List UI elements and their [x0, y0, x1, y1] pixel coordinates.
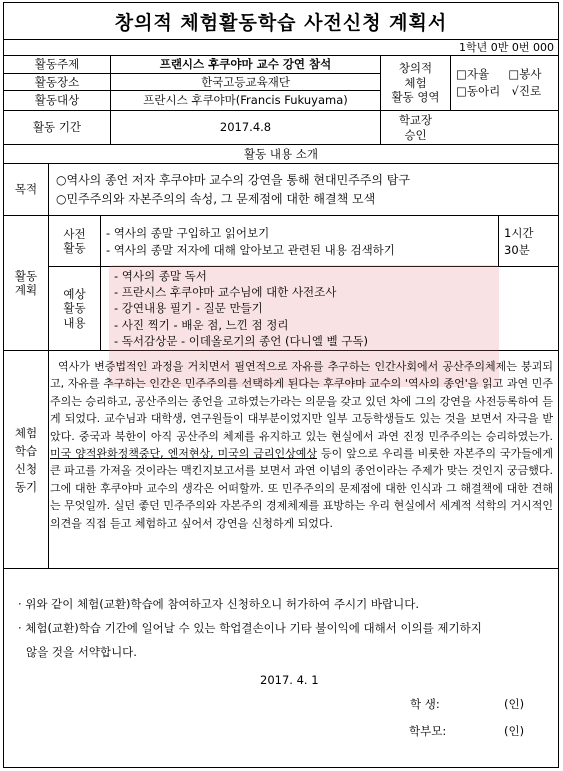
- list-item: - 독서감상문 - 이데올로기의 종언 (다니엘 벨 구독): [114, 333, 368, 348]
- activity-area-options: [456, 66, 556, 100]
- pre-activity-list: [106, 225, 395, 259]
- application-form: [3, 2, 559, 768]
- activity-area-label: 창의적 체험 활동 영역: [391, 61, 440, 105]
- divider: [450, 55, 451, 110]
- checkbox-club[interactable]: □동아리: [456, 84, 501, 98]
- list-item: - 프란시스 후쿠야마 교수님에 대한 사전조사: [114, 285, 337, 300]
- parent-sign-label: 학부모:: [409, 724, 447, 738]
- list-item: - 강연내용 필기 - 질문 만들기: [114, 301, 263, 316]
- purpose-label: 목적: [14, 182, 38, 197]
- target-label: 활동대상: [34, 93, 80, 108]
- pledge-line: 않을 것을 서약합니다.: [26, 645, 137, 659]
- period-value: 2017.4.8: [219, 120, 272, 135]
- form-title: 창의적 체험활동학습 사전신청 계획서: [4, 3, 558, 40]
- approval-label: 학교장 승인: [398, 113, 433, 142]
- divider: [100, 215, 101, 350]
- content-heading: 활동 내용 소개: [244, 146, 318, 161]
- list-item: ○민주주의와 자본주의의 속성, 그 문제점에 대한 해결책 모색: [56, 192, 376, 206]
- topic-value: 프랜시스 후쿠야마 교수 강연 참석: [159, 57, 332, 72]
- student-info: 1학년 0반 0번 000: [459, 41, 554, 54]
- list-item: - 역사의 종말 독서: [114, 269, 207, 283]
- reason-text: 역사가 변증법적인 과정을 거치면서 필연적으로 자유를 추구하는 인간사회에서 공산주의체제는 붕괴되고, 자유를 추구하는 인간은 민주주의를 선택하게 된다는 후쿠야마 교수의 '역사의 종언'을 읽고 과연 민주주의는 승리하고, 공산주의는 종언을 고하였는가라는 의문을 갖고 있던 차에 그의 강연을 사전등록하여 듣게 되었다. 교수님과 대학생, 연구원들이 대부분이었지만 일부 고등학생들도 있는 것을 보면서 자극을 받았다. 중국과 북한이 아직 공산주의 체제를 유지하고 있는 현실에서 과연 진정 민주주의는 승리하였는가. 미국 양적완화정책중단, 엔저현상, 미국의 금리인상예상 등이 앞으로 우리를 비롯한 자본주의 국가들에게 큰 파고를 가져올 것이라는 맥킨지보고서를 보면서 과연 이념의 종언이라는 주제가 맞는 것인지 궁금했다. 그에 대한 후쿠야마 교수의 생각은 어떠할까. 또 민주주의의 문제점에 대한 인식과 그 해결책에 대한 견해는 무엇일까. 실던 좋던 민주주의와 자본주의 경제체제를 표방하는 우리 현실에서 세계적 석학의 거시적인 의견을 직접 듣고 체험하고 싶어서 강연을 신청하게 되었다.: [50, 360, 553, 530]
- application-date: 2017. 4. 1: [260, 673, 319, 687]
- pledge-line: · 위와 같이 체험(교환)학습에 참여하고자 신청하오니 허가하여 주시기 바랍니다.: [18, 597, 420, 611]
- pre-activity-label: 사전 활동: [63, 226, 86, 255]
- pledge-line: · 체험(교환)학습 기간에 일어날 수 있는 학업결손이나 기타 불이익에 대해서 이의를 제기하지: [18, 621, 482, 635]
- checkbox-autonomy[interactable]: □자율: [456, 67, 490, 81]
- list-item: - 역사의 종말 구입하고 읽어보기: [106, 226, 270, 240]
- divider: [4, 163, 558, 164]
- topic-label: 활동주제: [34, 57, 80, 72]
- place-label: 활동장소: [34, 74, 80, 89]
- reason-label: 체험 학습 신청 동기: [14, 425, 38, 494]
- checkbox-career[interactable]: √진로: [511, 84, 542, 98]
- purpose-list: [56, 171, 410, 209]
- list-item: ○역사의 종언 저자 후쿠야마 교수의 강연을 통해 현대민주주의 탐구: [56, 173, 410, 187]
- student-sign-label: 학 생:: [410, 697, 440, 711]
- plan-label: 활동 계획: [14, 268, 38, 297]
- period-label: 활동 기간: [32, 120, 82, 135]
- expected-activity-list: [114, 268, 368, 349]
- reason-underlined-text: 미국 양적완화정책중단, 엔저현상, 미국의 금리인상예상: [50, 447, 318, 461]
- target-value: 프란시스 후쿠야마(Francis Fukuyama): [143, 93, 348, 108]
- expected-activity-label: 예상 활동 내용: [63, 286, 86, 330]
- list-item: - 역사의 종말 저자에 대해 알아보고 관련된 내용 검색하기: [106, 243, 395, 257]
- divider: [498, 215, 499, 266]
- list-item: - 사진 찍기 - 배운 점, 느낀 점 정리: [114, 317, 289, 332]
- place-value: 한국고등교육재단: [201, 74, 290, 89]
- divider: [4, 568, 558, 569]
- parent-seal: (인): [504, 724, 525, 738]
- pre-activity-time: 1시간 30분: [504, 226, 534, 257]
- checkbox-volunteer[interactable]: □봉사: [508, 67, 542, 81]
- student-seal: (인): [504, 697, 525, 711]
